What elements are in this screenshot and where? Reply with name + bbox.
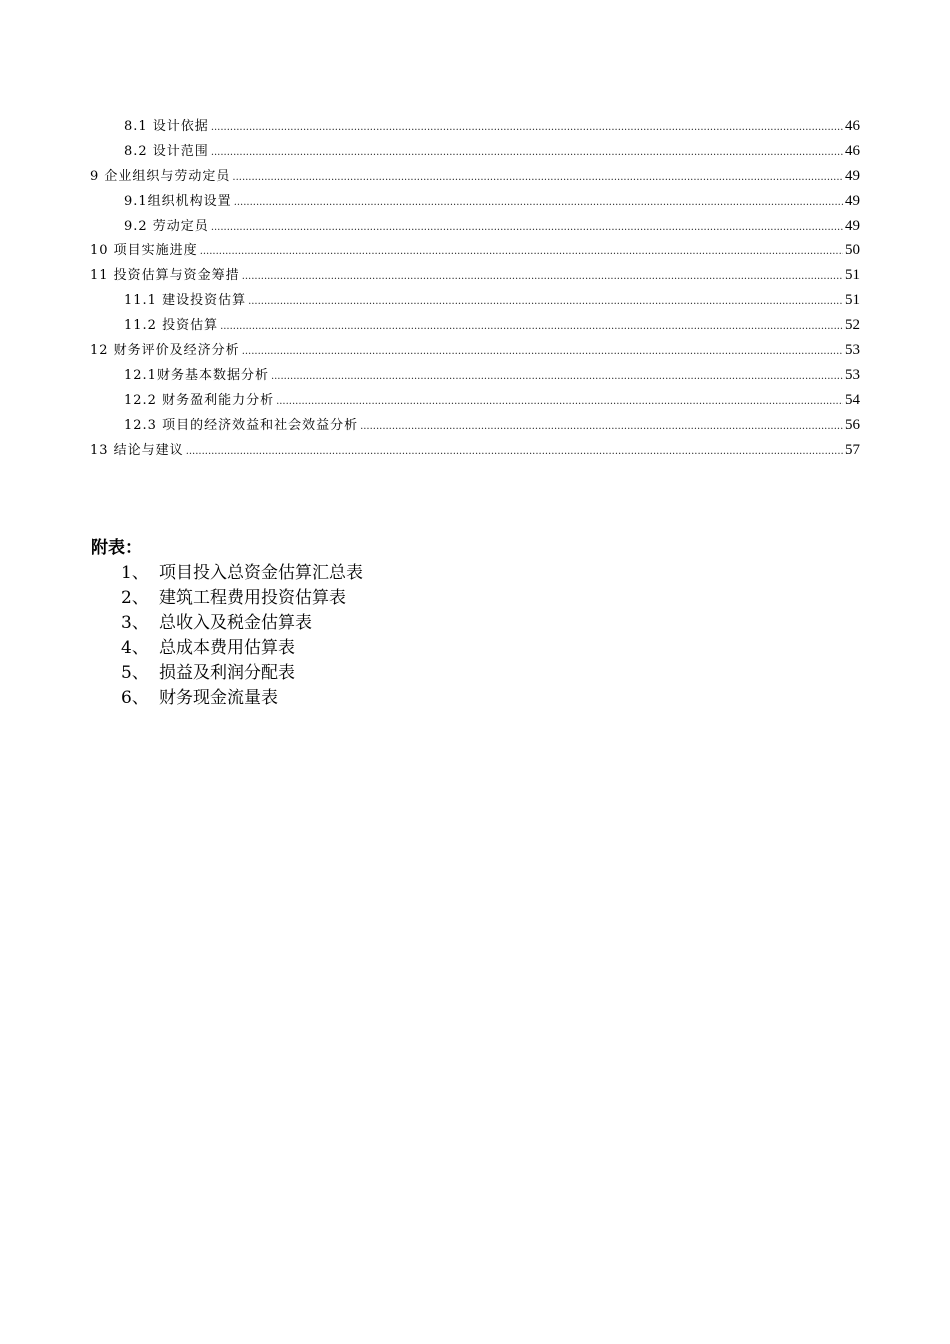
toc-entry-page: 52	[845, 317, 860, 334]
toc-entry-page: 50	[845, 242, 860, 259]
toc-entry-title: 12 财务评价及经济分析	[90, 343, 240, 359]
toc-entry[interactable]	[90, 140, 860, 165]
toc-leader-dots	[234, 197, 843, 208]
toc-entry[interactable]	[90, 215, 860, 240]
toc-leader-dots	[211, 222, 843, 233]
toc-entry-title: 11 投资估算与资金筹措	[90, 268, 240, 284]
toc-entry-title: 9.1组织机构设置	[124, 193, 232, 209]
toc-leader-dots	[276, 396, 843, 407]
appendix-item-label: 损益及利润分配表	[159, 663, 295, 683]
toc-leader-dots	[271, 371, 843, 382]
appendix-item-number: 6、	[121, 688, 149, 708]
appendix-tables	[91, 536, 363, 711]
toc-entry-page: 49	[845, 167, 860, 184]
toc-entry-page: 54	[845, 391, 860, 408]
toc-entry-title: 11.1 建设投资估算	[124, 293, 247, 309]
toc-entry[interactable]	[90, 115, 860, 140]
toc-entry-title: 12.2 财务盈利能力分析	[124, 392, 275, 408]
appendix-item-label: 建筑工程费用投资估算表	[159, 588, 346, 608]
toc-entry[interactable]	[90, 414, 860, 439]
toc-leader-dots	[186, 446, 843, 457]
table-of-contents	[90, 115, 860, 463]
toc-leader-dots	[211, 147, 843, 158]
appendix-item	[91, 661, 363, 686]
toc-entry-page: 46	[845, 142, 860, 159]
toc-leader-dots	[220, 321, 843, 332]
appendix-item-number: 1、	[121, 563, 149, 583]
toc-entry[interactable]	[90, 364, 860, 389]
toc-entry-title: 8.2 设计范围	[124, 143, 209, 159]
toc-leader-dots	[360, 421, 843, 432]
appendix-item-label: 总成本费用估算表	[159, 638, 295, 658]
toc-entry-page: 53	[845, 366, 860, 383]
toc-entry-title: 13 结论与建议	[90, 442, 184, 458]
toc-entry-page: 51	[845, 292, 860, 309]
appendix-item	[91, 686, 363, 711]
toc-entry-title: 8.1 设计依据	[124, 119, 209, 134]
toc-entry-title: 9 企业组织与劳动定员	[90, 168, 231, 184]
toc-entry[interactable]	[90, 264, 860, 289]
appendix-item	[91, 611, 363, 636]
toc-entry-title: 9.2 劳动定员	[124, 218, 209, 234]
toc-leader-dots	[200, 246, 843, 257]
appendix-item-number: 3、	[121, 613, 149, 633]
appendix-heading: 附表：	[91, 538, 142, 558]
toc-entry[interactable]	[90, 190, 860, 215]
toc-entry-page: 53	[845, 342, 860, 359]
toc-entry-title: 10 项目实施进度	[90, 243, 198, 259]
toc-entry-page: 56	[845, 416, 860, 433]
toc-leader-dots	[248, 296, 843, 307]
toc-leader-dots	[242, 346, 843, 357]
appendix-item	[91, 561, 363, 586]
toc-leader-dots	[232, 172, 843, 183]
appendix-item-label: 总收入及税金估算表	[159, 613, 312, 633]
appendix-item-number: 5、	[121, 663, 149, 683]
toc-leader-dots	[211, 122, 843, 133]
toc-entry[interactable]	[90, 239, 860, 264]
toc-entry[interactable]	[90, 289, 860, 314]
toc-entry[interactable]	[90, 165, 860, 190]
toc-entry-title: 11.2 投资估算	[124, 318, 219, 334]
toc-entry[interactable]	[90, 339, 860, 364]
toc-entry-page: 57	[845, 441, 860, 458]
toc-entry[interactable]	[90, 389, 860, 414]
toc-entry[interactable]	[90, 314, 860, 339]
appendix-item-label: 财务现金流量表	[159, 688, 278, 708]
toc-entry-page: 46	[845, 118, 860, 134]
appendix-item-number: 2、	[121, 588, 149, 608]
toc-leader-dots	[242, 271, 843, 282]
toc-entry-title: 12.3 项目的经济效益和社会效益分析	[124, 417, 359, 433]
appendix-item-label: 项目投入总资金估算汇总表	[159, 563, 363, 583]
toc-entry-page: 49	[845, 192, 860, 209]
appendix-item	[91, 586, 363, 611]
toc-entry[interactable]	[90, 439, 860, 464]
appendix-item-number: 4、	[121, 638, 149, 658]
toc-entry-page: 51	[845, 267, 860, 284]
toc-entry-page: 49	[845, 217, 860, 234]
appendix-item	[91, 636, 363, 661]
toc-entry-title: 12.1财务基本数据分析	[124, 367, 269, 383]
